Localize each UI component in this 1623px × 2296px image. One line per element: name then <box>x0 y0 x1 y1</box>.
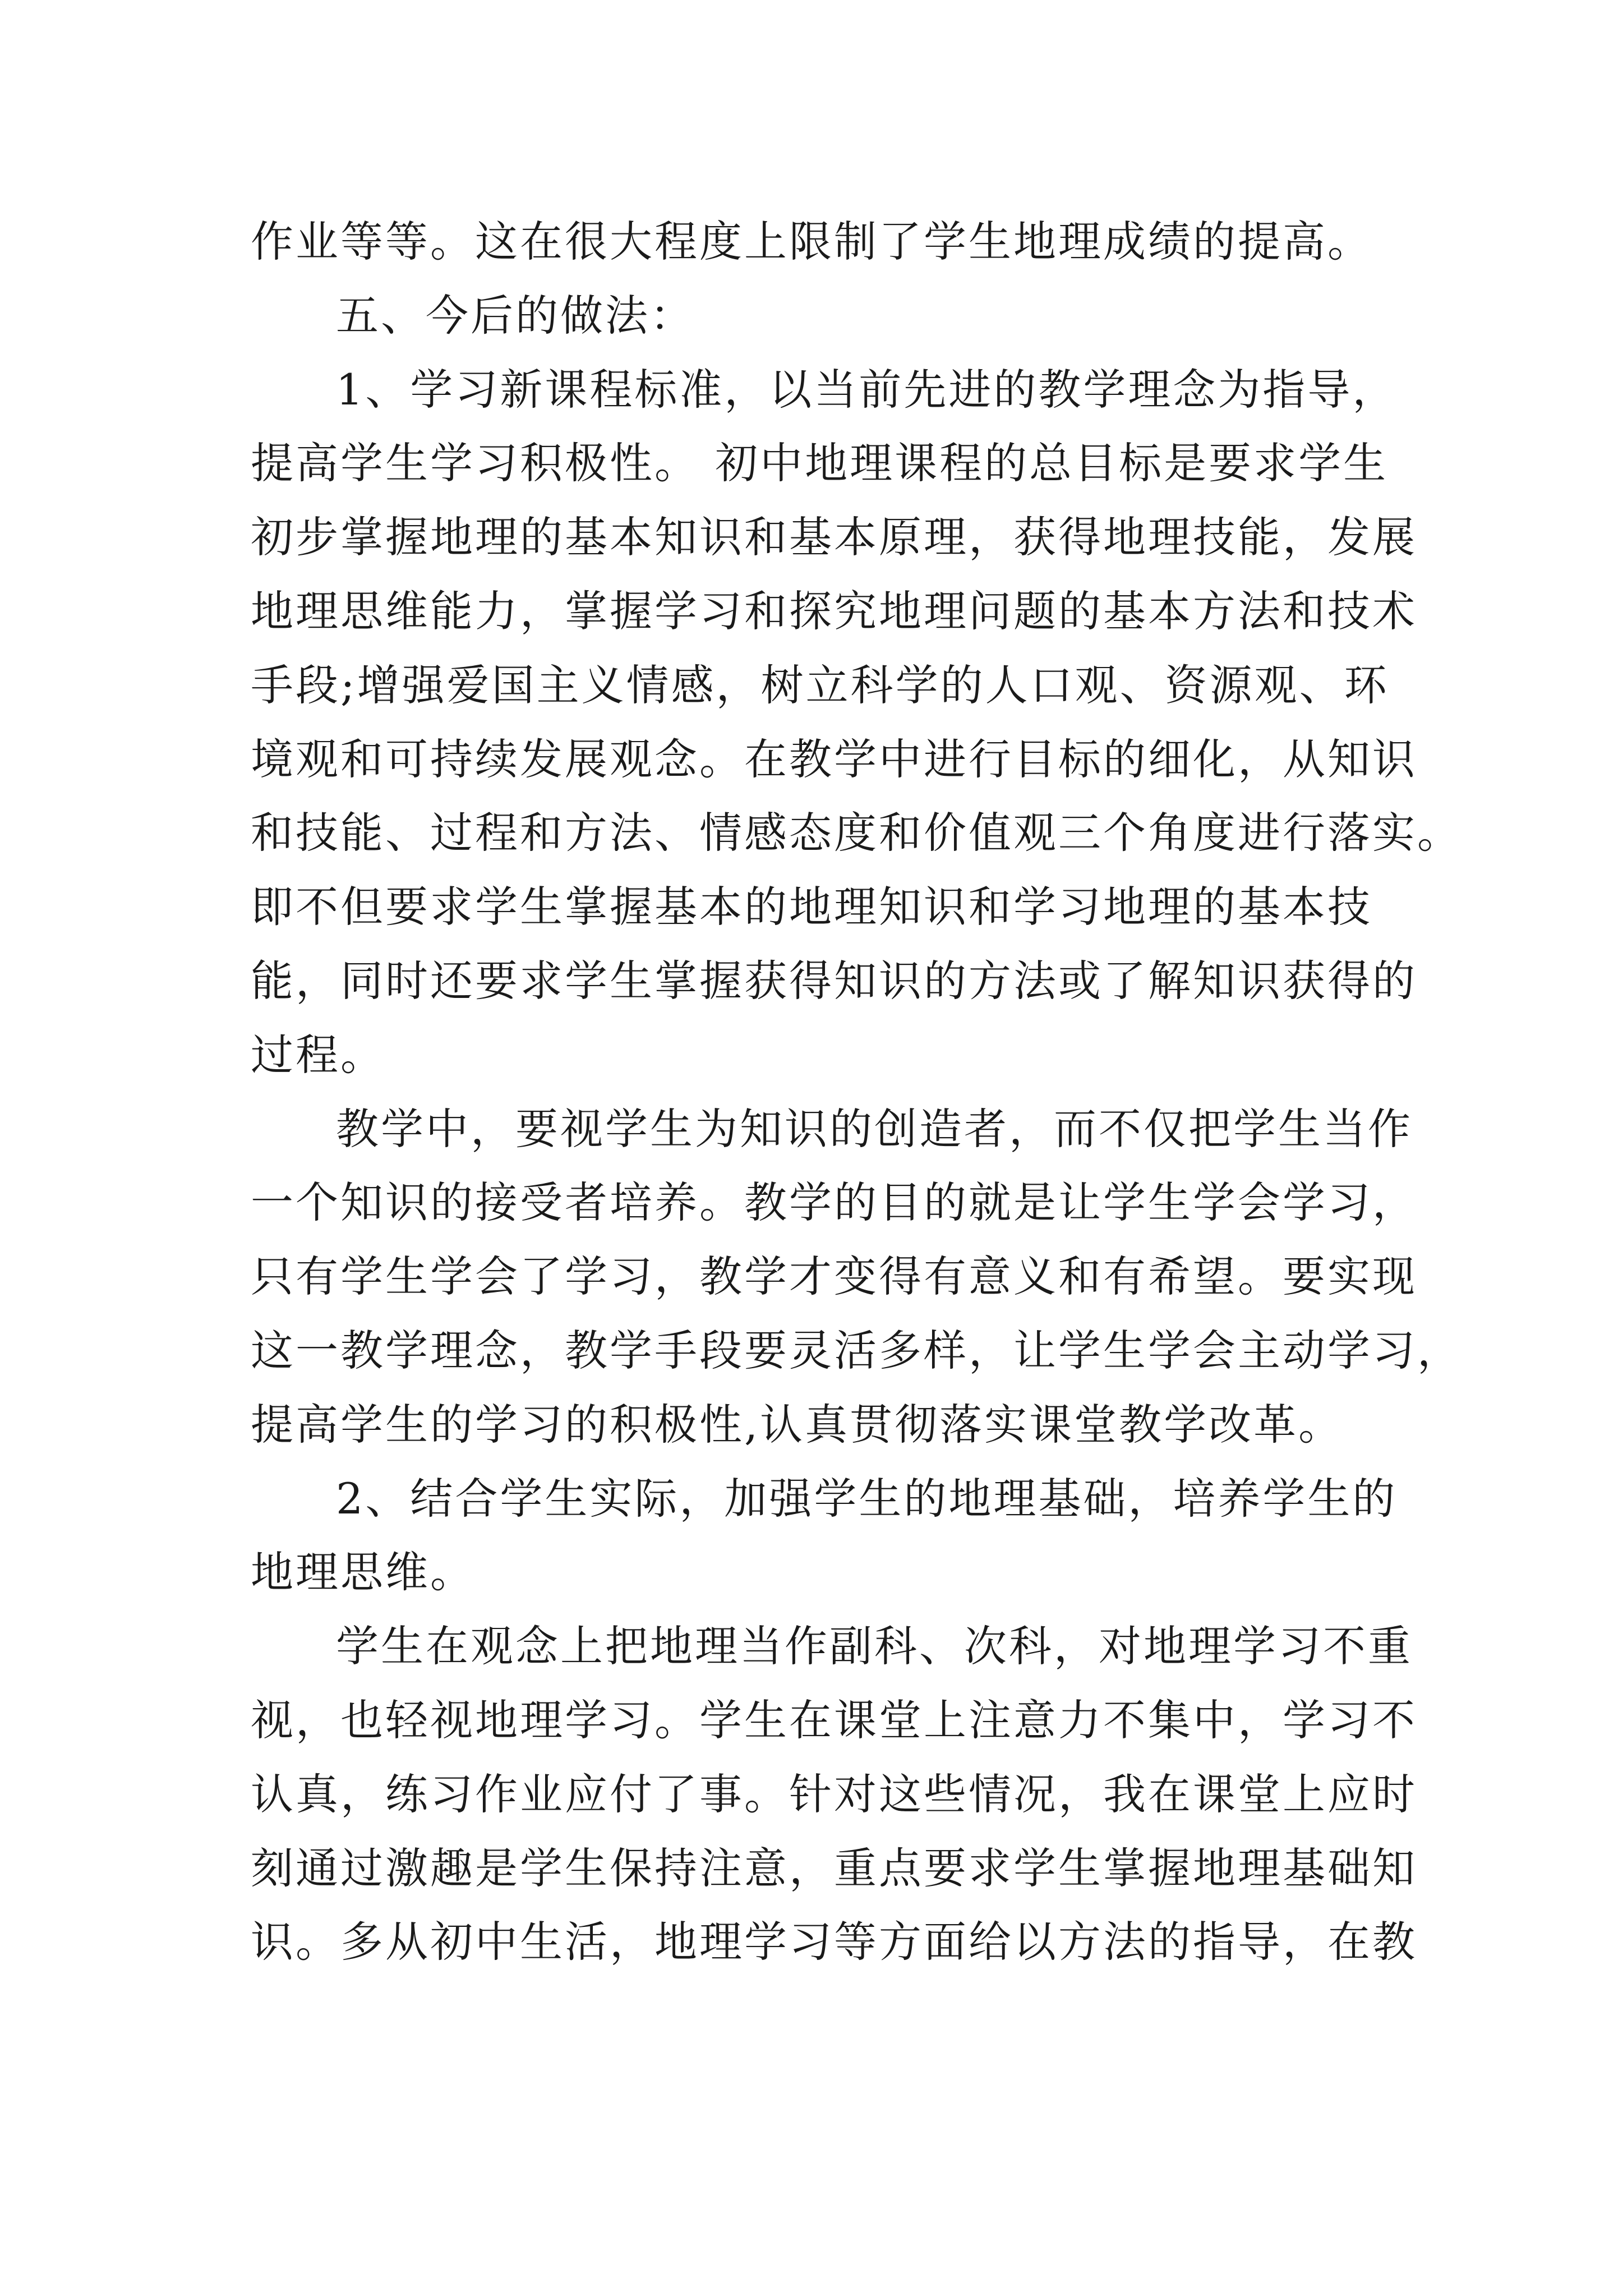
text-line: 1、学习新课程标准，以当前先进的教学理念为指导， <box>336 364 1398 415</box>
text-line: 初步掌握地理的基本知识和基本原理，获得地理技能，发展 <box>251 512 1417 563</box>
text-line: 地理思维。 <box>251 1547 475 1598</box>
text-line: 刻通过激趣是学生保持注意，重点要求学生掌握地理基础知 <box>251 1843 1417 1893</box>
text-line: 能，同时还要求学生掌握获得知识的方法或了解知识获得的 <box>251 955 1417 1006</box>
text-line: 识。多从初中生活，地理学习等方面给以方法的指导，在教 <box>251 1917 1417 1967</box>
body-text <box>251 205 1462 1979</box>
text-line: 2、结合学生实际，加强学生的地理基础，培养学生的 <box>336 1473 1398 1524</box>
text-line: 五、今后的做法： <box>336 290 695 341</box>
text-line: 视，也轻视地理学习。学生在课堂上注意力不集中，学习不 <box>251 1695 1417 1745</box>
text-line: 这一教学理念，教学手段要灵活多样，让学生学会主动学习， <box>251 1325 1462 1375</box>
text-line: 提高学生的学习的积极性,认真贯彻落实课堂教学改革。 <box>251 1399 1344 1450</box>
text-line: 和技能、过程和方法、情感态度和价值观三个角度进行落实。 <box>251 808 1462 858</box>
text-line: 境观和可持续发展观念。在教学中进行目标的细化，从知识 <box>251 734 1417 784</box>
text-line: 作业等等。这在很大程度上限制了学生地理成绩的提高。 <box>251 217 1372 266</box>
text-line: 学生在观念上把地理当作副科、次科，对地理学习不重 <box>336 1621 1413 1672</box>
text-line: 提高学生学习积极性。 初中地理课程的总目标是要求学生 <box>251 438 1389 489</box>
text-line: 教学中，要视学生为知识的创造者，而不仅把学生当作 <box>336 1103 1413 1154</box>
text-line: 过程。 <box>251 1029 385 1080</box>
text-line: 一个知识的接受者培养。教学的目的就是让学生学会学习， <box>251 1177 1417 1228</box>
text-line: 地理思维能力，掌握学习和探究地理问题的基本方法和技术 <box>251 586 1417 636</box>
text-line: 只有学生学会了学习，教学才变得有意义和有希望。要实现 <box>251 1251 1417 1302</box>
text-line: 认真，练习作业应付了事。针对这些情况，我在课堂上应时 <box>251 1769 1417 1819</box>
text-line: 即不但要求学生掌握基本的地理知识和学习地理的基本技 <box>251 882 1372 932</box>
text-line: 手段;增强爱国主义情感，树立科学的人口观、资源观、环 <box>251 660 1389 710</box>
